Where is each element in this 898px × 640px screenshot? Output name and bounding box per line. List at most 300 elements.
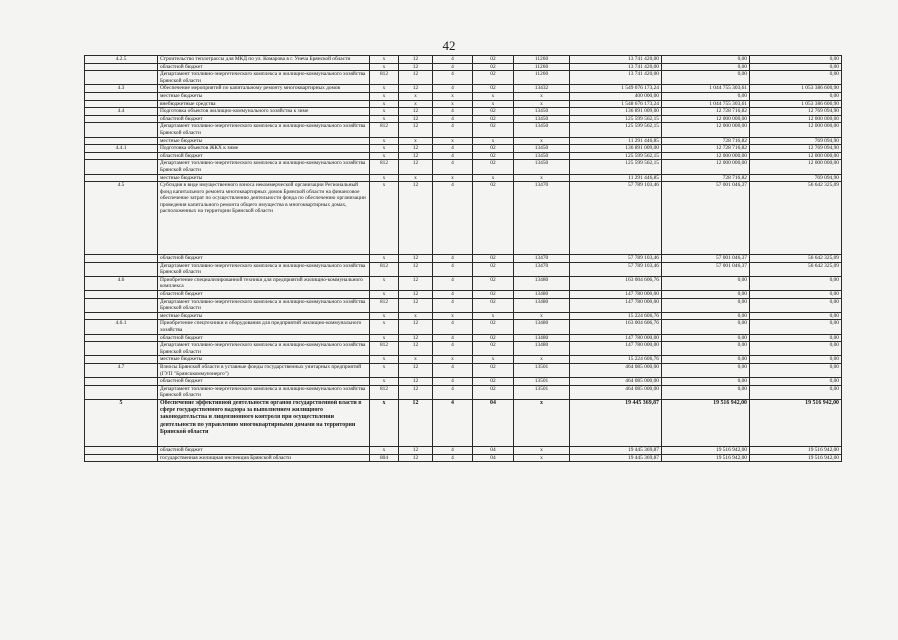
amount-year1-cell: 11 291 446,85	[570, 137, 662, 145]
table-row	[85, 385, 842, 399]
page-number: 42	[442, 38, 456, 53]
admin-code-cell: x	[370, 100, 399, 108]
table-row	[85, 152, 842, 160]
row-number-cell: 4.6.1	[85, 320, 158, 334]
amount-year2-cell: 0,00	[662, 312, 750, 320]
amount-year2-cell: 12 000 000,00	[662, 152, 750, 160]
amount-year2-cell: 19 516 942,00	[662, 399, 750, 446]
row-name-cell: местные бюджеты	[158, 137, 370, 145]
table-row	[85, 364, 842, 378]
main-event-code-cell: 02	[473, 108, 514, 116]
direction-code-cell: x	[514, 356, 570, 364]
row-number-cell: 5	[85, 399, 158, 446]
main-event-code-cell: x	[473, 356, 514, 364]
amount-year1-cell: 13 741 420,00	[570, 56, 662, 64]
amount-year3-cell: 12 000 000,00	[750, 115, 842, 123]
amount-year3-cell: 0,00	[750, 276, 842, 290]
table-row	[85, 145, 842, 153]
amount-year3-cell: 56 642 325,09	[750, 262, 842, 276]
admin-code-cell: x	[370, 320, 399, 334]
main-event-code-cell: x	[473, 312, 514, 320]
row-number-cell	[85, 100, 158, 108]
table-row	[85, 262, 842, 276]
main-event-code-cell: 04	[473, 399, 514, 446]
row-name-cell: областной бюджет	[158, 152, 370, 160]
table-row	[85, 92, 842, 100]
table-row	[85, 174, 842, 182]
row-number-cell	[85, 115, 158, 123]
admin-code-cell: 812	[370, 71, 399, 85]
subprogram-code-cell: 4	[433, 108, 473, 116]
row-name-cell: областной бюджет	[158, 446, 370, 454]
row-name-cell: областной бюджет	[158, 115, 370, 123]
row-number-cell	[85, 342, 158, 356]
amount-year3-cell: 0,00	[750, 385, 842, 399]
program-code-cell: x	[399, 100, 433, 108]
row-number-cell	[85, 255, 158, 263]
table-body	[85, 56, 842, 462]
amount-year1-cell: 147 780 000,00	[570, 291, 662, 299]
row-number-cell: 4.3	[85, 85, 158, 93]
direction-code-cell: 13450	[514, 108, 570, 116]
amount-year1-cell: 464 085 000,00	[570, 364, 662, 378]
amount-year3-cell: 0,00	[750, 298, 842, 312]
direction-code-cell: 13470	[514, 182, 570, 255]
admin-code-cell: x	[370, 291, 399, 299]
amount-year3-cell: 0,00	[750, 342, 842, 356]
table-row	[85, 356, 842, 364]
program-code-cell: x	[399, 137, 433, 145]
amount-year2-cell: 12 728 716,82	[662, 108, 750, 116]
admin-code-cell: x	[370, 364, 399, 378]
admin-code-cell: x	[370, 356, 399, 364]
row-number-cell	[85, 92, 158, 100]
row-number-cell	[85, 446, 158, 454]
main-event-code-cell: 02	[473, 115, 514, 123]
row-name-cell: областной бюджет	[158, 63, 370, 71]
row-name-cell: Обеспечение эффективной деятельности органов государственной власти в сфере государственного надзора за выполнением жилищного законодательства и лицензионного контроля при осуществлении деятельности по управлению многоквартирными домами на территории Брянской области	[158, 399, 370, 446]
amount-year3-cell: 12 000 000,00	[750, 152, 842, 160]
program-code-cell: 12	[399, 454, 433, 462]
program-code-cell: 12	[399, 320, 433, 334]
row-name-cell: Подготовка объектов ЖКХ к зиме	[158, 145, 370, 153]
main-event-code-cell: 02	[473, 182, 514, 255]
main-event-code-cell: 02	[473, 152, 514, 160]
amount-year1-cell: 19 445 369,87	[570, 446, 662, 454]
amount-year3-cell: 19 516 942,00	[750, 446, 842, 454]
amount-year1-cell: 400 000,00	[570, 92, 662, 100]
subprogram-code-cell: x	[433, 174, 473, 182]
amount-year2-cell: 12 000 000,00	[662, 123, 750, 137]
row-name-cell: областной бюджет	[158, 255, 370, 263]
direction-code-cell: x	[514, 92, 570, 100]
main-event-code-cell: 02	[473, 342, 514, 356]
subprogram-code-cell: 4	[433, 152, 473, 160]
amount-year2-cell: 0,00	[662, 378, 750, 386]
program-code-cell: 12	[399, 123, 433, 137]
program-code-cell: 12	[399, 334, 433, 342]
amount-year2-cell: 0,00	[662, 342, 750, 356]
admin-code-cell: x	[370, 152, 399, 160]
amount-year1-cell: 1 548 676 173,24	[570, 100, 662, 108]
admin-code-cell: x	[370, 108, 399, 116]
direction-code-cell: 13450	[514, 115, 570, 123]
direction-code-cell: 13450	[514, 152, 570, 160]
amount-year2-cell: 0,00	[662, 56, 750, 64]
subprogram-code-cell: x	[433, 312, 473, 320]
amount-year2-cell: 0,00	[662, 71, 750, 85]
subprogram-code-cell: 4	[433, 298, 473, 312]
subprogram-code-cell: 4	[433, 115, 473, 123]
program-code-cell: 12	[399, 182, 433, 255]
amount-year3-cell: 0,00	[750, 364, 842, 378]
row-name-cell: Департамент топливно-энергетического комплекса и жилищно-коммунального хозяйства Брянской области	[158, 342, 370, 356]
amount-year1-cell: 464 085 000,00	[570, 378, 662, 386]
table-row	[85, 399, 842, 446]
amount-year1-cell: 125 599 562,15	[570, 152, 662, 160]
row-number-cell	[85, 63, 158, 71]
amount-year1-cell: 147 780 000,00	[570, 334, 662, 342]
subprogram-code-cell: 4	[433, 446, 473, 454]
amount-year2-cell: 0,00	[662, 291, 750, 299]
row-name-cell: местные бюджеты	[158, 92, 370, 100]
admin-code-cell: 812	[370, 123, 399, 137]
amount-year3-cell: 1 053 386 600,90	[750, 85, 842, 93]
main-event-code-cell: 02	[473, 71, 514, 85]
main-event-code-cell: 02	[473, 276, 514, 290]
main-event-code-cell: 04	[473, 446, 514, 454]
direction-code-cell: 13480	[514, 298, 570, 312]
admin-code-cell: x	[370, 56, 399, 64]
program-code-cell: 12	[399, 85, 433, 93]
subprogram-code-cell: 4	[433, 56, 473, 64]
admin-code-cell: x	[370, 137, 399, 145]
subprogram-code-cell: 4	[433, 276, 473, 290]
program-code-cell: 12	[399, 298, 433, 312]
admin-code-cell: x	[370, 145, 399, 153]
admin-code-cell: 812	[370, 160, 399, 174]
amount-year1-cell: 464 085 000,00	[570, 385, 662, 399]
program-code-cell: 12	[399, 108, 433, 116]
subprogram-code-cell: 4	[433, 378, 473, 386]
direction-code-cell: 13480	[514, 342, 570, 356]
row-number-cell	[85, 160, 158, 174]
row-number-cell	[85, 291, 158, 299]
main-event-code-cell: 04	[473, 454, 514, 462]
row-name-cell: местные бюджеты	[158, 312, 370, 320]
main-event-code-cell: 02	[473, 385, 514, 399]
main-event-code-cell: x	[473, 174, 514, 182]
amount-year2-cell: 57 001 046,37	[662, 262, 750, 276]
table-row	[85, 454, 842, 462]
direction-code-cell: x	[514, 399, 570, 446]
program-code-cell: 12	[399, 56, 433, 64]
amount-year1-cell: 19 445 369,87	[570, 454, 662, 462]
amount-year3-cell: 0,00	[750, 334, 842, 342]
admin-code-cell: x	[370, 92, 399, 100]
subprogram-code-cell: x	[433, 92, 473, 100]
admin-code-cell: x	[370, 276, 399, 290]
amount-year3-cell: 12 000 000,00	[750, 160, 842, 174]
amount-year1-cell: 163 004 606,76	[570, 320, 662, 334]
direction-code-cell: 11260	[514, 63, 570, 71]
subprogram-code-cell: 4	[433, 160, 473, 174]
subprogram-code-cell: 4	[433, 85, 473, 93]
amount-year3-cell: 0,00	[750, 356, 842, 364]
table-row	[85, 123, 842, 137]
program-code-cell: 12	[399, 71, 433, 85]
subprogram-code-cell: 4	[433, 71, 473, 85]
amount-year2-cell: 0,00	[662, 364, 750, 378]
row-number-cell	[85, 152, 158, 160]
admin-code-cell: x	[370, 115, 399, 123]
direction-code-cell: 13480	[514, 276, 570, 290]
table-row	[85, 160, 842, 174]
admin-code-cell: x	[370, 85, 399, 93]
row-name-cell: Департамент топливно-энергетического комплекса и жилищно-коммунального хозяйства Брянской области	[158, 71, 370, 85]
row-number-cell	[85, 262, 158, 276]
program-code-cell: x	[399, 312, 433, 320]
subprogram-code-cell: 4	[433, 145, 473, 153]
subprogram-code-cell: 4	[433, 320, 473, 334]
amount-year2-cell: 728 716,82	[662, 174, 750, 182]
row-name-cell: Обеспечение мероприятий по капитальному ремонту многоквартирных домов	[158, 85, 370, 93]
main-event-code-cell: 02	[473, 291, 514, 299]
table-row	[85, 108, 842, 116]
table-row	[85, 334, 842, 342]
row-number-cell: 4.4.1	[85, 145, 158, 153]
main-event-code-cell: x	[473, 92, 514, 100]
row-name-cell: государственная жилищная инспекция Брянской области	[158, 454, 370, 462]
subprogram-code-cell: 4	[433, 364, 473, 378]
subprogram-code-cell: 4	[433, 182, 473, 255]
main-event-code-cell: 02	[473, 255, 514, 263]
amount-year1-cell: 13 741 420,00	[570, 63, 662, 71]
row-number-cell	[85, 71, 158, 85]
amount-year2-cell: 0,00	[662, 63, 750, 71]
amount-year3-cell: 0,00	[750, 320, 842, 334]
direction-code-cell: 13480	[514, 334, 570, 342]
direction-code-cell: 13501	[514, 378, 570, 386]
row-name-cell: Подготовка объектов жилищно-коммунального хозяйства к зиме	[158, 108, 370, 116]
amount-year2-cell: 0,00	[662, 276, 750, 290]
subprogram-code-cell: 4	[433, 342, 473, 356]
row-number-cell	[85, 298, 158, 312]
amount-year1-cell: 136 891 009,00	[570, 108, 662, 116]
subprogram-code-cell: x	[433, 356, 473, 364]
amount-year2-cell: 1 044 755 303,61	[662, 100, 750, 108]
row-name-cell: Департамент топливно-энергетического комплекса и жилищно-коммунального хозяйства Брянской области	[158, 160, 370, 174]
amount-year1-cell: 15 224 606,76	[570, 356, 662, 364]
amount-year1-cell: 11 291 446,85	[570, 174, 662, 182]
direction-code-cell: x	[514, 446, 570, 454]
direction-code-cell: 13480	[514, 291, 570, 299]
row-number-cell: 4.7	[85, 364, 158, 378]
table-row	[85, 182, 842, 255]
program-code-cell: 12	[399, 364, 433, 378]
direction-code-cell: x	[514, 100, 570, 108]
admin-code-cell: 812	[370, 262, 399, 276]
direction-code-cell: 13450	[514, 160, 570, 174]
row-name-cell: Департамент топливно-энергетического комплекса и жилищно-коммунального хозяйства Брянской области	[158, 385, 370, 399]
amount-year3-cell: 1 053 386 600,90	[750, 100, 842, 108]
amount-year3-cell: 19 516 942,00	[750, 454, 842, 462]
admin-code-cell: 812	[370, 385, 399, 399]
program-code-cell: 12	[399, 276, 433, 290]
amount-year2-cell: 0,00	[662, 92, 750, 100]
program-code-cell: 12	[399, 399, 433, 446]
direction-code-cell: 13470	[514, 262, 570, 276]
admin-code-cell: 812	[370, 342, 399, 356]
admin-code-cell: 804	[370, 454, 399, 462]
direction-code-cell: 13501	[514, 385, 570, 399]
amount-year2-cell: 19 516 942,00	[662, 454, 750, 462]
table-row	[85, 378, 842, 386]
table-row	[85, 298, 842, 312]
table-row	[85, 291, 842, 299]
admin-code-cell: x	[370, 255, 399, 263]
main-event-code-cell: 02	[473, 320, 514, 334]
row-number-cell	[85, 312, 158, 320]
subprogram-code-cell: x	[433, 137, 473, 145]
program-code-cell: x	[399, 92, 433, 100]
main-event-code-cell: 02	[473, 63, 514, 71]
row-name-cell: Строительство теплотрассы для МКД по ул. Комарова в г. Унеча Брянской области	[158, 56, 370, 64]
table-row	[85, 85, 842, 93]
row-number-cell	[85, 174, 158, 182]
amount-year3-cell: 12 000 000,00	[750, 123, 842, 137]
amount-year1-cell: 15 224 606,76	[570, 312, 662, 320]
subprogram-code-cell: 4	[433, 63, 473, 71]
program-code-cell: x	[399, 356, 433, 364]
direction-code-cell: x	[514, 174, 570, 182]
program-code-cell: 12	[399, 115, 433, 123]
main-event-code-cell: 02	[473, 85, 514, 93]
subprogram-code-cell: 4	[433, 255, 473, 263]
row-number-cell	[85, 334, 158, 342]
amount-year3-cell: 0,00	[750, 63, 842, 71]
direction-code-cell: x	[514, 137, 570, 145]
program-code-cell: 12	[399, 446, 433, 454]
row-number-cell	[85, 454, 158, 462]
main-event-code-cell: x	[473, 100, 514, 108]
table-row	[85, 446, 842, 454]
admin-code-cell: x	[370, 334, 399, 342]
amount-year3-cell: 56 642 325,09	[750, 255, 842, 263]
direction-code-cell: 11260	[514, 56, 570, 64]
row-number-cell	[85, 385, 158, 399]
row-number-cell: 4.5	[85, 182, 158, 255]
amount-year1-cell: 125 599 562,15	[570, 123, 662, 137]
amount-year1-cell: 125 599 562,15	[570, 115, 662, 123]
amount-year2-cell: 0,00	[662, 334, 750, 342]
amount-year2-cell: 0,00	[662, 320, 750, 334]
table-row	[85, 137, 842, 145]
amount-year3-cell: 19 516 942,00	[750, 399, 842, 446]
admin-code-cell: x	[370, 312, 399, 320]
row-name-cell: Департамент топливно-энергетического комплекса и жилищно-коммунального хозяйства Брянской области	[158, 262, 370, 276]
amount-year1-cell: 136 891 009,00	[570, 145, 662, 153]
program-code-cell: 12	[399, 63, 433, 71]
direction-code-cell: 13470	[514, 255, 570, 263]
direction-code-cell: 13480	[514, 320, 570, 334]
row-name-cell: Приобретение спецтехники и оборудования для предприятий жилищно-коммунального хозяйства	[158, 320, 370, 334]
main-event-code-cell: 02	[473, 145, 514, 153]
subprogram-code-cell: x	[433, 100, 473, 108]
admin-code-cell: x	[370, 378, 399, 386]
amount-year2-cell: 57 001 046,37	[662, 255, 750, 263]
row-number-cell	[85, 378, 158, 386]
amount-year3-cell: 0,00	[750, 71, 842, 85]
amount-year1-cell: 57 789 103,46	[570, 255, 662, 263]
program-code-cell: 12	[399, 291, 433, 299]
subprogram-code-cell: 4	[433, 334, 473, 342]
amount-year3-cell: 0,00	[750, 56, 842, 64]
admin-code-cell: x	[370, 399, 399, 446]
amount-year1-cell: 57 789 103,46	[570, 262, 662, 276]
main-event-code-cell: 02	[473, 298, 514, 312]
row-number-cell: 4.2.5	[85, 56, 158, 64]
direction-code-cell: x	[514, 312, 570, 320]
amount-year1-cell: 13 741 420,00	[570, 71, 662, 85]
admin-code-cell: x	[370, 174, 399, 182]
table-row	[85, 320, 842, 334]
amount-year2-cell: 12 728 716,82	[662, 145, 750, 153]
amount-year3-cell: 0,00	[750, 378, 842, 386]
row-number-cell: 4.4	[85, 108, 158, 116]
program-code-cell: x	[399, 174, 433, 182]
amount-year1-cell: 125 599 562,15	[570, 160, 662, 174]
row-number-cell: 4.6	[85, 276, 158, 290]
amount-year3-cell: 12 769 094,90	[750, 145, 842, 153]
program-code-cell: 12	[399, 342, 433, 356]
program-code-cell: 12	[399, 378, 433, 386]
program-code-cell: 12	[399, 160, 433, 174]
direction-code-cell: 13450	[514, 145, 570, 153]
admin-code-cell: 812	[370, 298, 399, 312]
amount-year3-cell: 769 094,90	[750, 137, 842, 145]
amount-year1-cell: 1 549 076 173,24	[570, 85, 662, 93]
table-row	[85, 115, 842, 123]
main-event-code-cell: 02	[473, 378, 514, 386]
admin-code-cell: x	[370, 446, 399, 454]
amount-year2-cell: 0,00	[662, 385, 750, 399]
table-row	[85, 100, 842, 108]
table-row	[85, 255, 842, 263]
amount-year3-cell: 12 769 094,90	[750, 108, 842, 116]
direction-code-cell: 13432	[514, 85, 570, 93]
amount-year3-cell: 769 094,90	[750, 174, 842, 182]
amount-year3-cell: 56 642 325,09	[750, 182, 842, 255]
amount-year1-cell: 147 780 000,00	[570, 342, 662, 356]
row-name-cell: Департамент топливно-энергетического комплекса и жилищно-коммунального хозяйства Брянской области	[158, 123, 370, 137]
amount-year1-cell: 57 789 103,46	[570, 182, 662, 255]
subprogram-code-cell: 4	[433, 262, 473, 276]
program-code-cell: 12	[399, 152, 433, 160]
main-event-code-cell: 02	[473, 56, 514, 64]
subprogram-code-cell: 4	[433, 385, 473, 399]
direction-code-cell: 11260	[514, 71, 570, 85]
row-number-cell	[85, 137, 158, 145]
row-name-cell: областной бюджет	[158, 334, 370, 342]
amount-year2-cell: 0,00	[662, 356, 750, 364]
subprogram-code-cell: 4	[433, 291, 473, 299]
amount-year1-cell: 19 445 369,87	[570, 399, 662, 446]
amount-year2-cell: 0,00	[662, 298, 750, 312]
row-name-cell: Приобретение специализированной техники для предприятий жилищно-коммунального комплекса	[158, 276, 370, 290]
row-name-cell: Субсидия в виде имущественного взноса некоммерческой организации Региональный фонд капитального ремонта многоквартирных домов Брянской области на финансовое обеспечение затрат по осуществлению деятельности фонда по обеспечению организации проведения капитального ремонта общего имущества в многоквартирных домах, расположенных на территории Брянской области	[158, 182, 370, 255]
table-row	[85, 63, 842, 71]
